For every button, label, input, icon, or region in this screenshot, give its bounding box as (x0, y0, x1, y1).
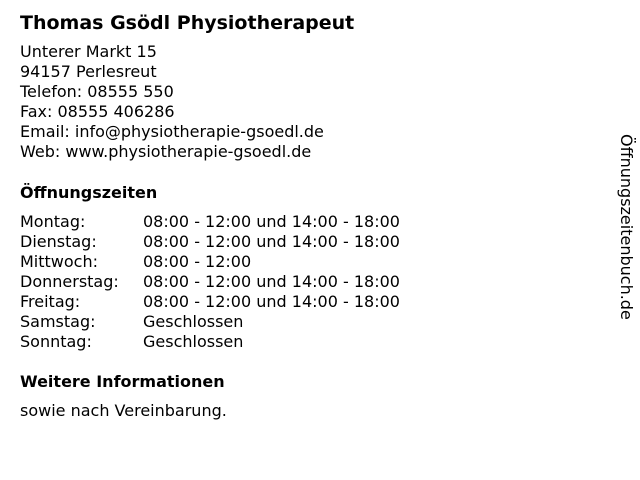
further-info-heading: Weitere Informationen (20, 372, 225, 391)
hours-row-thursday (20, 272, 600, 292)
hours-day: Montag: (20, 212, 86, 231)
fax-number: Fax: 08555 406286 (20, 102, 175, 121)
hours-day: Sonntag: (20, 332, 92, 351)
hours-time: Geschlossen (143, 312, 244, 331)
hours-time: 08:00 - 12:00 (143, 252, 252, 271)
hours-row-tuesday (20, 232, 600, 252)
hours-day: Donnerstag: (20, 272, 119, 291)
hours-row-monday (20, 212, 600, 232)
contact-block (20, 42, 600, 162)
site-watermark: Öffnungszeitenbuch.de (617, 134, 636, 320)
hours-time: 08:00 - 12:00 und 14:00 - 18:00 (143, 232, 400, 251)
phone-number: Telefon: 08555 550 (20, 82, 174, 101)
hours-day: Mittwoch: (20, 252, 98, 271)
hours-time: 08:00 - 12:00 und 14:00 - 18:00 (143, 212, 400, 231)
page-title: Thomas Gsödl Physiotherapeut (20, 12, 355, 34)
email-address: Email: info@physiotherapie-gsoedl.de (20, 122, 324, 141)
hours-row-sunday (20, 332, 600, 352)
city-address: 94157 Perlesreut (20, 62, 157, 81)
street-address: Unterer Markt 15 (20, 42, 157, 61)
website-address: Web: www.physiotherapie-gsoedl.de (20, 142, 312, 161)
hours-time: 08:00 - 12:00 und 14:00 - 18:00 (143, 292, 400, 311)
hours-row-saturday (20, 312, 600, 332)
further-info-text: sowie nach Vereinbarung. (20, 401, 227, 420)
hours-time: 08:00 - 12:00 und 14:00 - 18:00 (143, 272, 400, 291)
hours-time: Geschlossen (143, 332, 244, 351)
opening-hours-table (20, 212, 600, 352)
business-card (20, 10, 600, 421)
opening-hours-heading: Öffnungszeiten (20, 183, 158, 202)
hours-day: Dienstag: (20, 232, 97, 251)
hours-day: Freitag: (20, 292, 81, 311)
hours-row-wednesday (20, 252, 600, 272)
hours-row-friday (20, 292, 600, 312)
hours-day: Samstag: (20, 312, 96, 331)
